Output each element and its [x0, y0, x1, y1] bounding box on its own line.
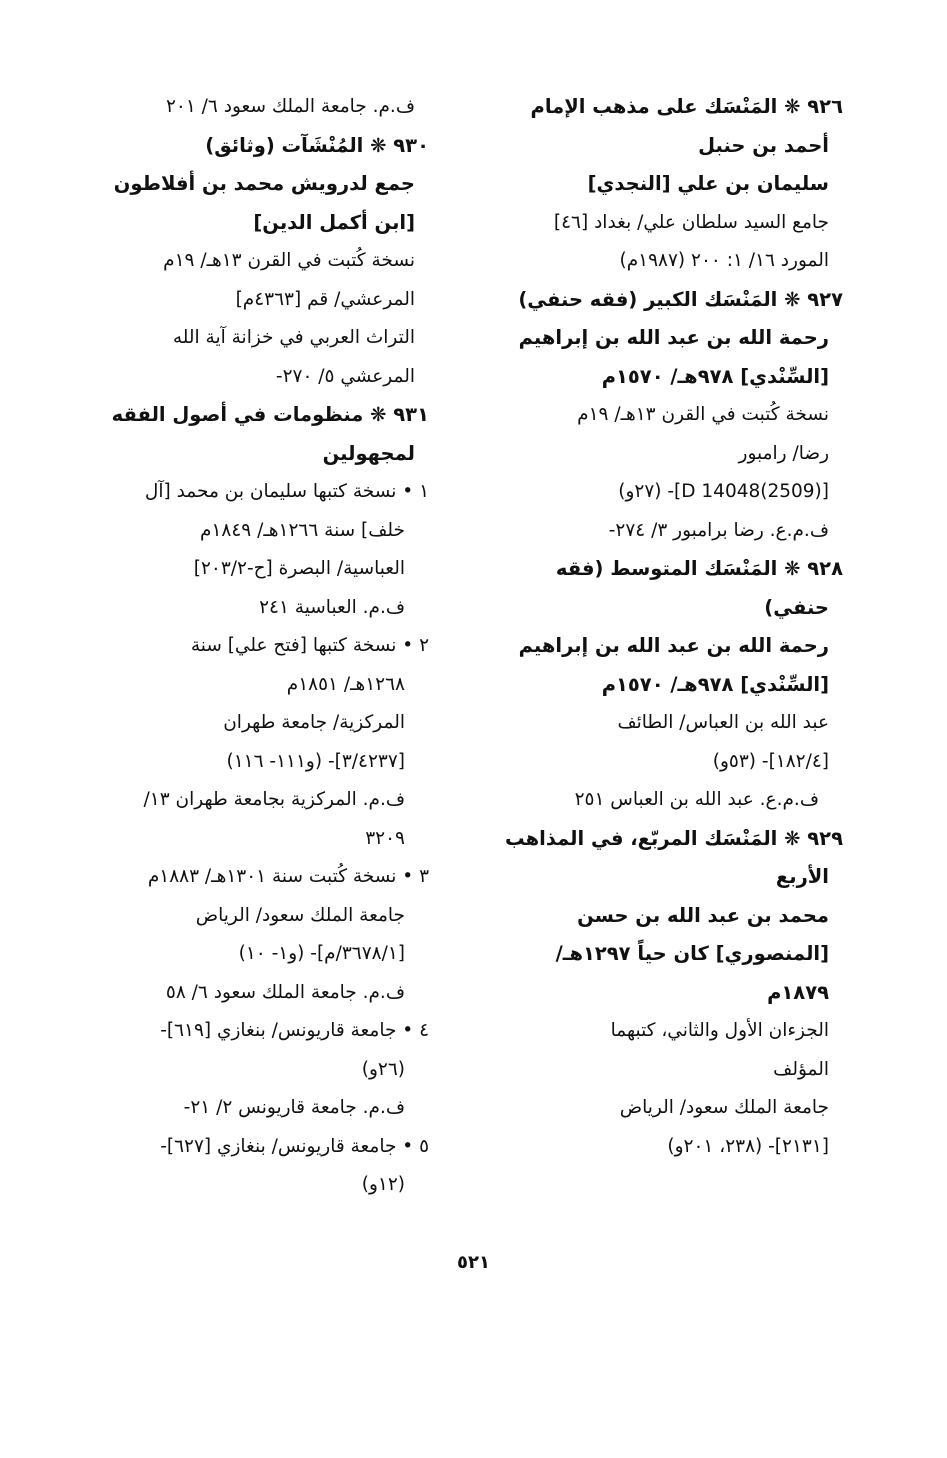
entry-931-copy-2-source-cont: ٣٢٠٩: [365, 827, 405, 849]
entry-931-copy-4-folios: (٢٦و): [361, 1058, 405, 1080]
entry-929-author: محمد بن عبد الله بن حسن: [577, 903, 829, 927]
entry-926-source: المورد ١٦/ ١: ٢٠٠ (١٩٨٧م): [619, 250, 829, 271]
entry-930-author: جمع لدرويش محمد بن أفلاطون: [113, 172, 415, 195]
entry-928-title: ٩٢٨ ❋ المَنْسَك المتوسط (فقه: [555, 557, 843, 580]
entry-927-shelfmark: [D 14048(2509)]- (٢٧و): [618, 481, 829, 502]
entry-928-location: عبد الله بن العباس/ الطائف: [617, 712, 829, 733]
entry-928-title-cont: حنفي): [764, 595, 829, 619]
entry-931-copy-3: ٣ • نسخة كُتبت سنة ١٣٠١هـ/ ١٨٨٣م: [147, 866, 429, 887]
entry-929-author-date: ١٨٧٩م: [767, 980, 829, 1004]
entry-929-shelfmark: [٢١٣١]- (٢٣٨، ٢٠١و): [667, 1135, 829, 1157]
entry-927-copy-note: نسخة كُتبت في القرن ١٣هـ/ ١٩م: [577, 404, 829, 425]
entry-931-copy-2-location: المركزية/ جامعة طهران: [223, 712, 405, 733]
entry-931-copy-2-source: ف.م. المركزية بجامعة طهران ١٣/: [143, 789, 405, 810]
left-column: [94, 88, 429, 1205]
entry-930-copy-note: نسخة كُتبت في القرن ١٣هـ/ ١٩م: [163, 250, 415, 271]
entry-931-copy-2-shelfmark: [٣/٤٢٣٧]- (و١١١- ١١٦): [226, 750, 405, 772]
entry-926-location: جامع السيد سلطان علي/ بغداد [٤٦]: [553, 211, 829, 233]
entry-928-source: ف.م.ع. عبد الله بن العباس ٢٥١: [574, 789, 819, 810]
right-column: [498, 88, 843, 1166]
entry-931-copy-3-shelfmark: [٣٦٧٨/١/م]- (و١- ١٠): [238, 943, 405, 964]
entry-929-title: ٩٢٩ ❋ المَنْسَك المربّع، في المذاهب: [505, 826, 843, 850]
entry-930-source-cont: المرعشي ٥/ ٢٧٠-: [275, 365, 415, 387]
entry-931-copy-1: ١ • نسخة كتبها سليمان بن محمد [آل: [144, 481, 429, 502]
entry-931-copy-1-location: العباسية/ البصرة [ح-٢٠٣/٢]: [193, 558, 405, 579]
entry-929-source: ف.م. جامعة الملك سعود ٦/ ٢٠١: [165, 96, 415, 117]
entry-930-title: ٩٣٠ ❋ المُنْشَآت (وثائق): [205, 133, 429, 157]
entry-929-author-cont: [المنصوري] كان حياً ١٢٩٧هـ/: [555, 942, 829, 965]
entry-928-shelfmark: [١٨٢/٤]- (٥٣و): [712, 750, 829, 772]
entry-931-copy-1-date: خلف] سنة ١٢٦٦هـ/ ١٨٤٩م: [200, 519, 405, 541]
entry-928-author-cont: [السِّنْدي] ٩٧٨هـ/ ١٥٧٠م: [601, 672, 829, 696]
entry-931-copy-5-folios: (١٢و): [361, 1174, 405, 1195]
entry-927-source: ف.م.ع. رضا برامبور ٣/ ٢٧٤-: [608, 519, 829, 541]
entry-927-location: رضا/ رامبور: [738, 442, 829, 464]
entry-927-author: رحمة الله بن عبد الله بن إبراهيم: [518, 326, 829, 349]
entry-931-copy-5: ٥ • جامعة قاريونس/ بنغازي [٦٢٧]-: [160, 1135, 429, 1157]
entry-931-copy-4-source: ف.م. جامعة قاريونس ٢/ ٢١-: [183, 1097, 405, 1118]
entry-931-author: لمجهولين: [322, 441, 415, 465]
entry-930-source: التراث العربي في خزانة آية الله: [172, 327, 415, 348]
entry-931-title: ٩٣١ ❋ منظومات في أصول الفقه: [111, 403, 429, 426]
entry-926-title: ٩٢٦ ❋ المَنْسَك على مذهب الإمام: [530, 95, 843, 118]
entry-927-title: ٩٢٧ ❋ المَنْسَك الكبير (فقه حنفي): [518, 287, 843, 311]
entry-931-copy-2: ٢ • نسخة كتبها [فتح علي] سنة: [190, 635, 429, 656]
entry-931-copy-3-source: ف.م. جامعة الملك سعود ٦/ ٥٨: [165, 981, 405, 1003]
entry-930-location: المرعشي/ قم [٤٣٦٣م]: [235, 288, 415, 310]
entry-930-author-cont: [ابن أكمل الدين]: [253, 210, 415, 234]
entry-929-note: الجزءان الأول والثاني، كتبهما: [610, 1020, 829, 1041]
entry-927-author-cont: [السِّنْدي] ٩٧٨هـ/ ١٥٧٠م: [601, 364, 829, 388]
entry-926-author: سليمان بن علي [النجدي]: [587, 172, 829, 195]
page-number: ٥٢١: [457, 1252, 490, 1273]
entry-931-copy-1-source: ف.م. العباسية ٢٤١: [259, 596, 405, 618]
entry-929-note-cont: المؤلف: [773, 1058, 829, 1080]
entry-929-location: جامعة الملك سعود/ الرياض: [619, 1097, 829, 1118]
entry-931-copy-2-date: ١٢٦٨هـ/ ١٨٥١م: [286, 673, 405, 695]
entry-931-copy-3-location: جامعة الملك سعود/ الرياض: [195, 904, 405, 926]
entry-926-title-cont: أحمد بن حنبل: [698, 133, 829, 157]
entry-929-title-cont: الأربع: [775, 865, 829, 888]
entry-931-copy-4: ٤ • جامعة قاريونس/ بنغازي [٦١٩]-: [160, 1020, 429, 1041]
entry-928-author: رحمة الله بن عبد الله بن إبراهيم: [518, 634, 829, 657]
